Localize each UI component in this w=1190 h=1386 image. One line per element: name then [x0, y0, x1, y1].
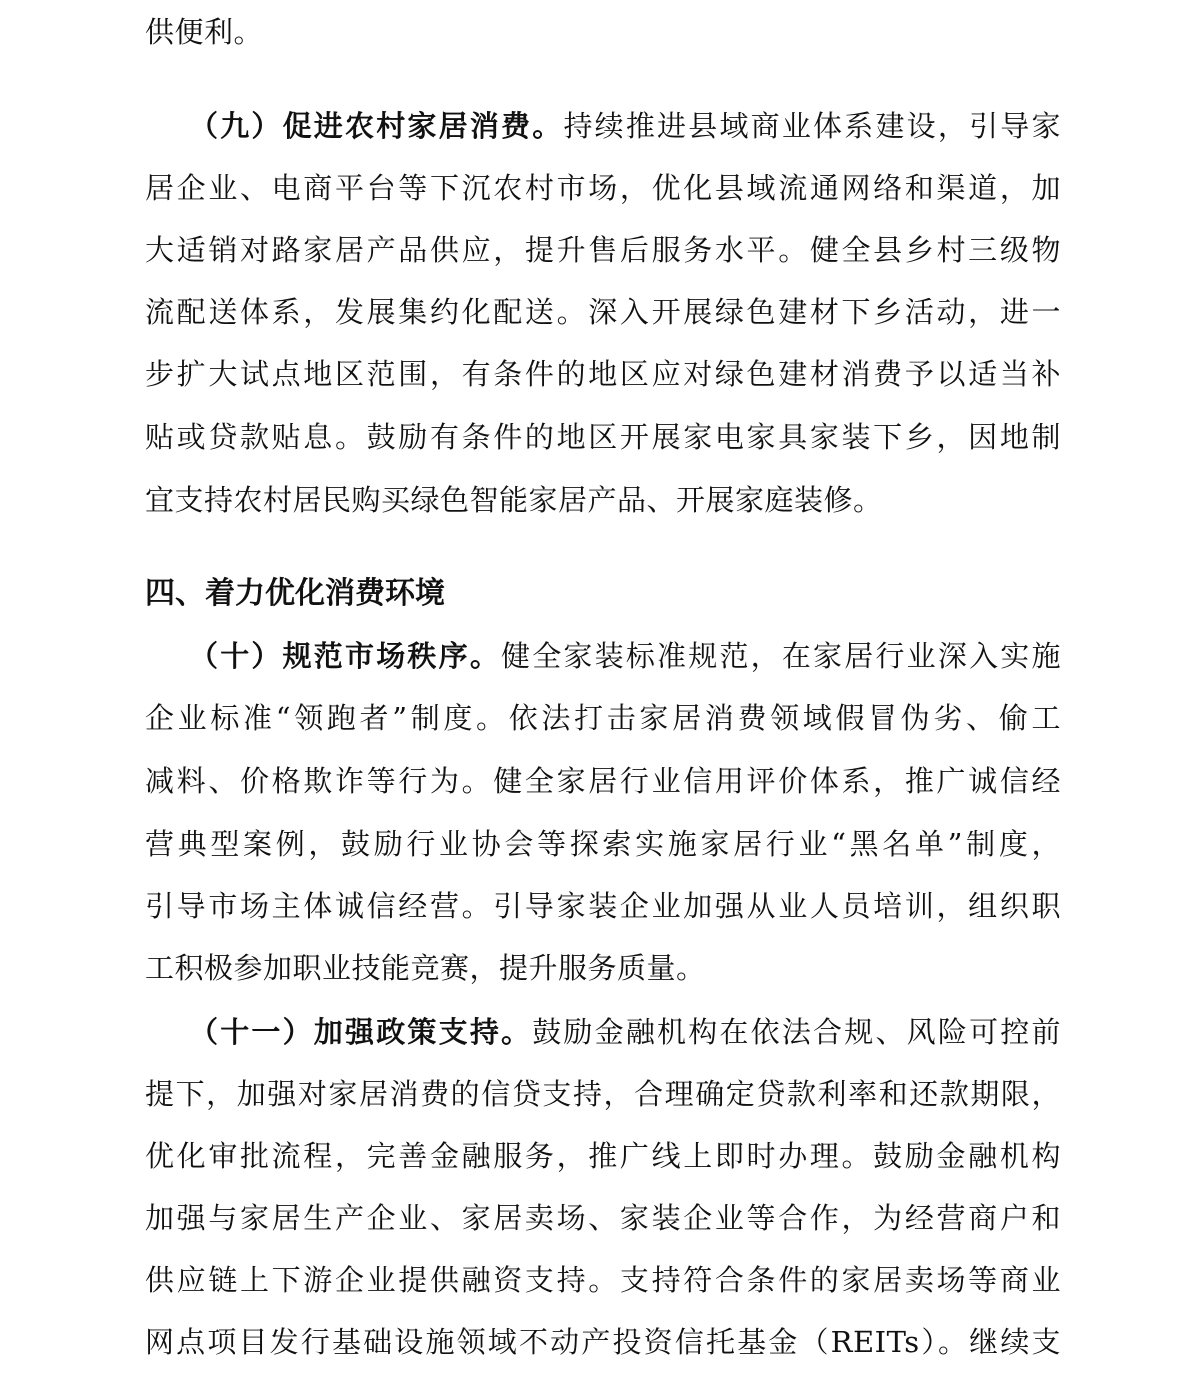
section-heading-10: （十）规范市场秩序。 — [189, 639, 502, 673]
paragraph-text: 健全家装标准规范，在家居行业深入实施 — [501, 639, 1061, 673]
paragraph-line: 步扩大试点地区范围，有条件的地区应对绿色建材消费予以适当补 — [145, 357, 1061, 391]
paragraph-line: 宜支持农村居民购买绿色智能家居产品、开展家庭装修。 — [145, 483, 883, 517]
paragraph-line: 流配送体系，发展集约化配送。深入开展绿色建材下乡活动，进一 — [145, 295, 1061, 329]
paragraph-line: 优化审批流程，完善金融服务，推广线上即时办理。鼓励金融机构 — [145, 1139, 1061, 1173]
paragraph-line: 引导市场主体诚信经营。引导家装企业加强从业人员培训，组织职 — [145, 889, 1061, 923]
paragraph-text: 鼓励金融机构在依法合规、风险可控前 — [532, 1015, 1061, 1049]
paragraph-line: 营典型案例，鼓励行业协会等探索实施家居行业“黑名单”制度， — [145, 827, 1061, 861]
paragraph-line: 贴或贷款贴息。鼓励有条件的地区开展家电家具家装下乡，因地制 — [145, 420, 1061, 454]
paragraph-line — [145, 1012, 1061, 1052]
paragraph-line: 提下，加强对家居消费的信贷支持，合理确定贷款利率和还款期限， — [145, 1077, 1061, 1111]
paragraph-line: 企业标准“领跑者”制度。依法打击家居消费领域假冒伪劣、偷工 — [145, 701, 1061, 735]
paragraph-line: 工积极参加职业技能竞赛，提升服务质量。 — [145, 951, 706, 985]
paragraph-line — [145, 636, 1061, 676]
section-heading-9: （九）促进农村家居消费。 — [189, 109, 564, 143]
section-heading-11: （十一）加强政策支持。 — [189, 1015, 533, 1049]
paragraph-line: 网点项目发行基础设施领域不动产投资信托基金（REITs）。继续支 — [145, 1325, 1061, 1359]
paragraph-line: 供应链上下游企业提供融资支持。支持符合条件的家居卖场等商业 — [145, 1263, 1061, 1297]
paragraph-line: 供便利。 — [145, 15, 264, 49]
paragraph-line: 大适销对路家居产品供应，提升售后服务水平。健全县乡村三级物 — [145, 233, 1061, 267]
part-title: 四、着力优化消费环境 — [145, 576, 445, 611]
paragraph-line — [145, 106, 1061, 146]
paragraph-line: 居企业、电商平台等下沉农村市场，优化县域流通网络和渠道，加 — [145, 171, 1061, 205]
paragraph-line: 加强与家居生产企业、家居卖场、家装企业等合作，为经营商户和 — [145, 1201, 1061, 1235]
paragraph-text: 持续推进县域商业体系建设，引导家 — [563, 109, 1061, 143]
paragraph-line: 减料、价格欺诈等行为。健全家居行业信用评价体系，推广诚信经 — [145, 764, 1061, 798]
